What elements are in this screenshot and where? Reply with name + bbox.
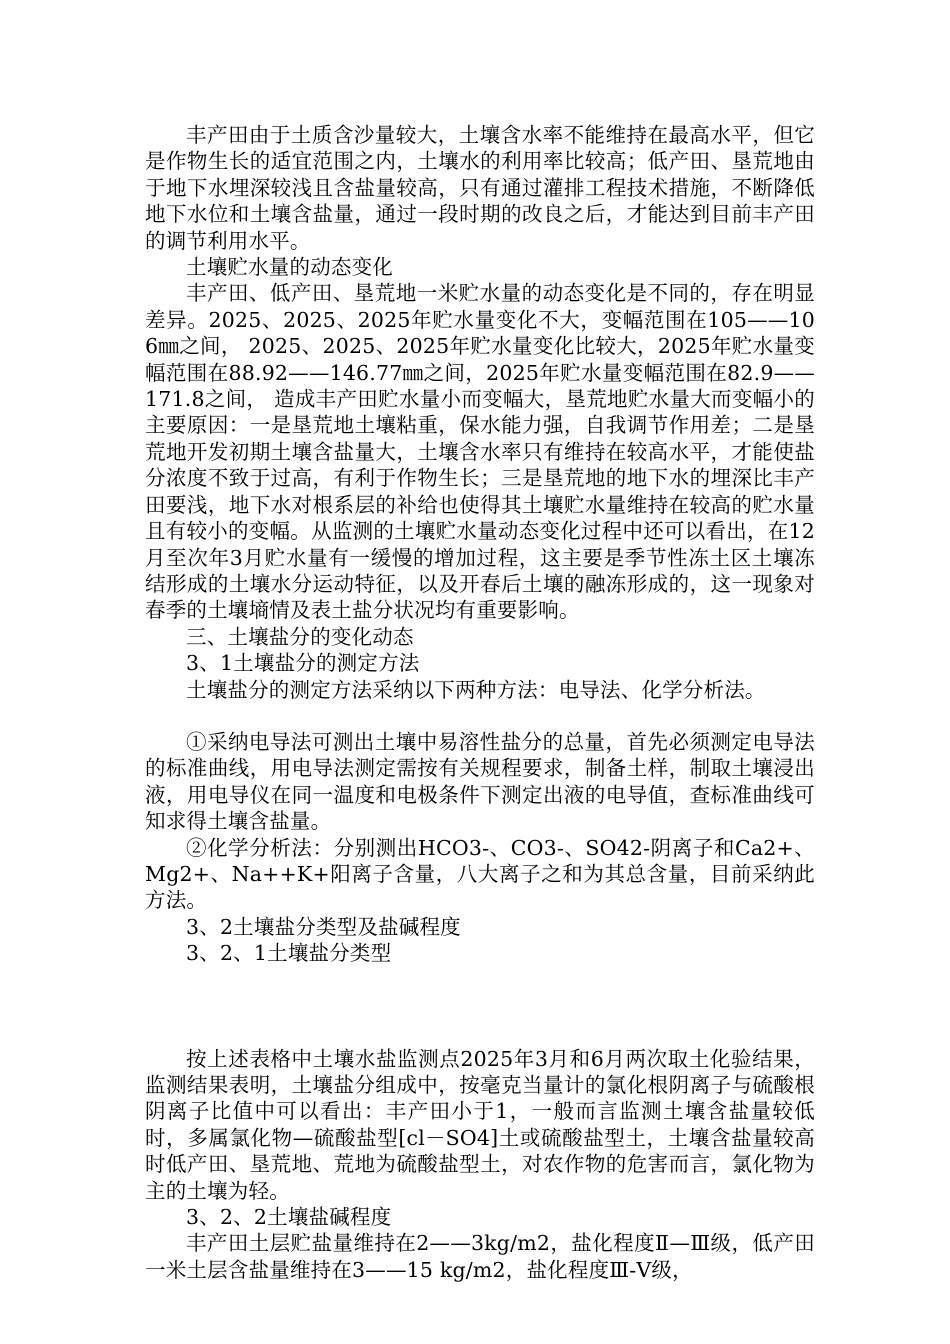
heading-3-2-2: 3、2、2土壤盐碱程度 <box>186 1205 392 1230</box>
paragraph-chemical-method: ②化学分析法：分别测出HCO3-、CO3-、SO42-阴离子和Ca2+、Mg2+、Na++K+阳离子含量，八大离子之和为其总含量，目前采纳此方法。 <box>145 835 815 913</box>
paragraph-salinity-degree: 丰产田土层贮盐量维持在2——3kg/m2，盐化程度Ⅱ—Ⅲ级，低产田一米土层含盐量维持在3——15 kg/m2，盐化程度Ⅲ-Ⅴ级， <box>145 1231 815 1282</box>
paragraph-methods-intro: 土壤盐分的测定方法采纳以下两种方法：电导法、化学分析法。 <box>186 677 766 702</box>
blank-space <box>145 967 815 1046</box>
heading-3-2: 3、2土壤盐分类型及盐碱程度 <box>186 914 461 939</box>
paragraph-water-storage-analysis: 丰产田、低产田、垦荒地一米贮水量的动态变化是不同的，存在明显差异。2025、2025、2025年贮水量变化不大，变幅范围在105——106㎜之间， 2025、2025、2025年贮水量变化比较大，2025年贮水量变幅范围在88.92——146.77㎜之间，2025年贮水量变幅范围在82.9——171.8之间， 造成丰产田贮水量小而变幅大，垦荒地贮水量大而变幅小的主要原因：一是垦荒地土壤粘重，保水能力强，自我调节作用差；二是垦荒地开发初期土壤含盐量大，土壤含水率只有维持在较高水平，才能使盐分浓度不致于过高，有利于作物生长；三是垦荒地的地下水的埋深比丰产田要浅，地下水对根系层的补给也使得其土壤贮水量维持在较高的贮水量且有较小的变幅。从监测的土壤贮水量动态变化过程中还可以看出，在12月至次年3月贮水量有一缓慢的增加过程，这主要是季节性冻土区土壤冻结形成的土壤水分运动特征，以及开春后土壤的融冻形成的，这一现象对春季的土壤墒情及表土盐分状况均有重要影响。 <box>145 281 815 623</box>
document-page <box>145 122 815 1283</box>
paragraph-salt-type-results: 按上述表格中土壤水盐监测点2025年3月和6月两次取土化验结果，监测结果表明，土壤盐分组成中，按毫克当量计的氯化根阴离子与硫酸根阴离子比值中可以看出：丰产田小于1，一般而言监测土壤含盐量较低时，多属氯化物—硫酸盐型[cl－SO4]土或硫酸盐型土，土壤含盐量较高时低产田、垦荒地、荒地为硫酸盐型土，对农作物的危害而言，氯化物为主的土壤为轻。 <box>145 1046 815 1203</box>
heading-water-storage-dynamics: 土壤贮水量的动态变化 <box>186 255 393 280</box>
heading-section-three: 三、土壤盐分的变化动态 <box>186 624 414 649</box>
heading-3-1: 3、1土壤盐分的测定方法 <box>186 651 420 676</box>
paragraph-high-yield-field: 丰产田由于土质含沙量较大，土壤含水率不能维持在最高水平，但它是作物生长的适宜范围之内，土壤水的利用率比较高；低产田、垦荒地由于地下水埋深较浅且含盐量较高，只有通过灌排工程技术措施，不断降低地下水位和土壤含盐量，通过一段时期的改良之后，才能达到目前丰产田的调节利用水平。 <box>145 123 815 253</box>
blank-line <box>145 703 815 729</box>
heading-3-2-1: 3、2、1土壤盐分类型 <box>186 941 392 966</box>
paragraph-conductivity-method: ①采纳电导法可测出土壤中易溶性盐分的总量，首先必须测定电导法的标准曲线，用电导法测定需按有关规程要求，制备土样，制取土壤浸出液，用电导仪在同一温度和电极条件下测定出液的电导值，查标准曲线可知求得土壤含盐量。 <box>145 729 815 834</box>
